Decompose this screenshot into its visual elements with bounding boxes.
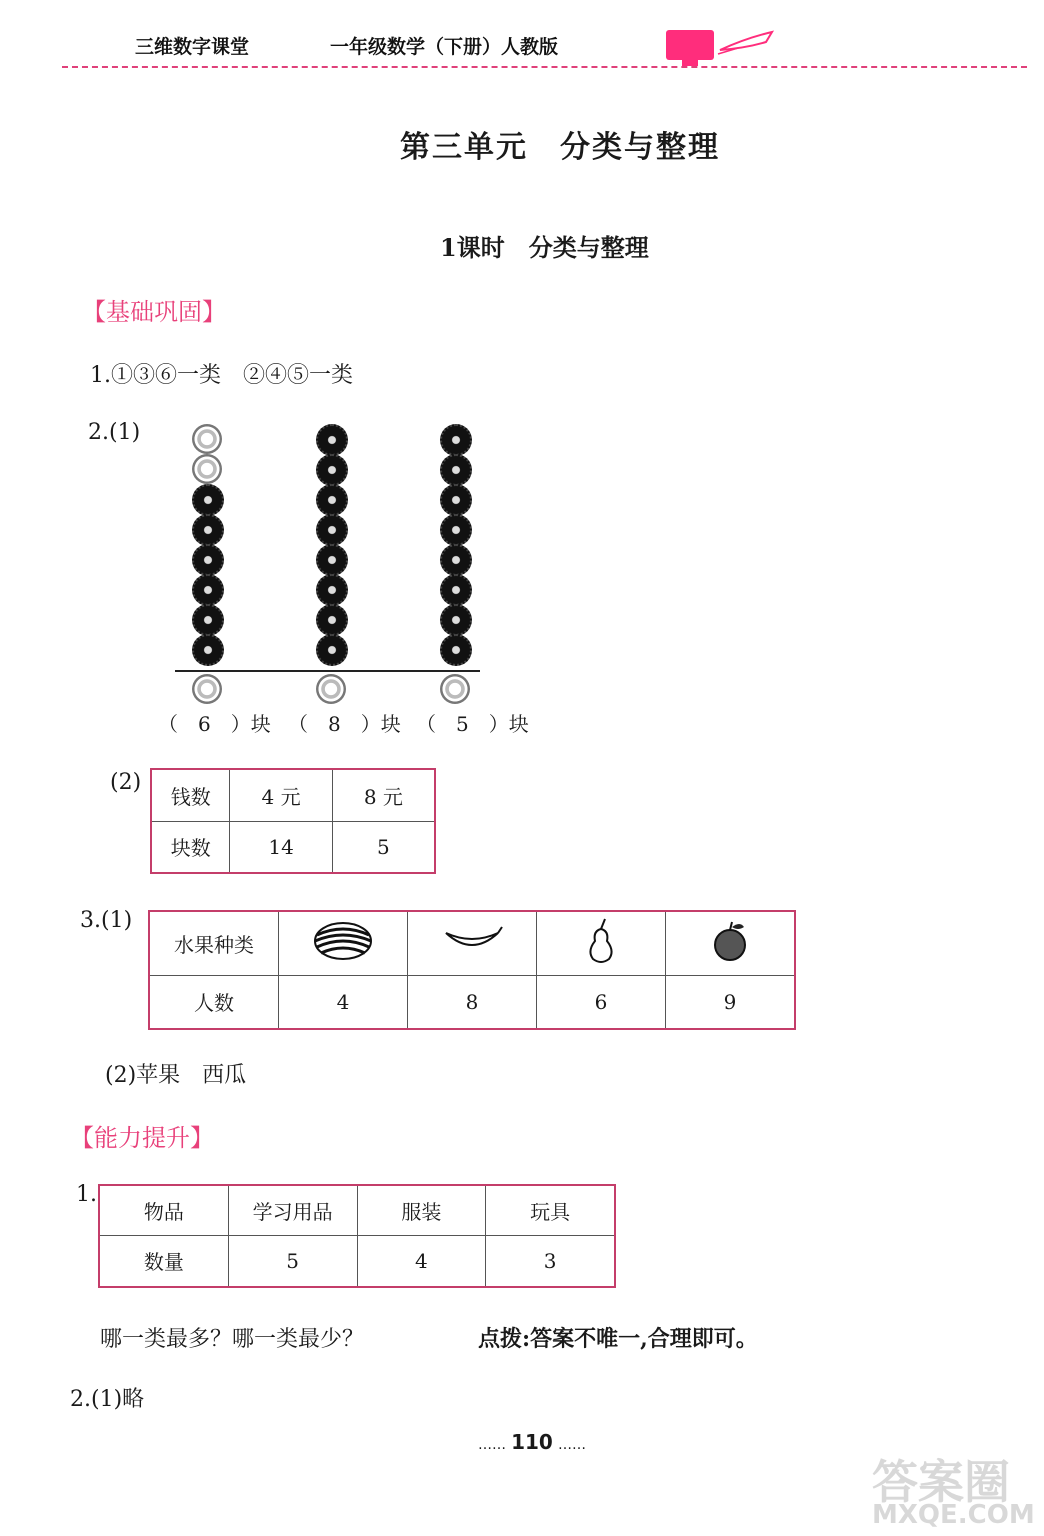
mooncake-icon [440, 514, 472, 546]
table-row [149, 911, 795, 975]
table-cell: 水果种类 [149, 911, 279, 975]
mooncake-icon [192, 514, 224, 546]
pictograph-baseline [175, 670, 480, 672]
q1-answer: 1.①③⑥一类 ②④⑤一类 [90, 363, 353, 388]
mooncake-icon [440, 544, 472, 576]
mooncake-icon [316, 454, 348, 486]
page-number-block [478, 1430, 586, 1454]
table-row [151, 769, 435, 821]
table-cell: 8 [408, 975, 537, 1029]
mooncake-pictograph [0, 0, 1044, 760]
mooncake-icon [440, 604, 472, 636]
table-row [151, 821, 435, 873]
table-cell: 服装 [357, 1185, 486, 1235]
table-cell: 玩具 [486, 1185, 615, 1235]
watermelon-icon [279, 911, 408, 975]
mooncake-icon [192, 634, 224, 666]
mooncake-icon [192, 424, 222, 454]
banana-icon [408, 911, 537, 975]
pear-icon [537, 911, 666, 975]
mooncake-icon [440, 484, 472, 516]
adv-q1-label: 1. [76, 1182, 97, 1207]
adv-hint [478, 1322, 758, 1353]
mooncake-icon [440, 454, 472, 486]
mooncake-icon [316, 634, 348, 666]
mooncake-icon [192, 574, 224, 606]
table-cell: 数量 [99, 1235, 228, 1287]
table-cell: 14 [230, 821, 332, 873]
table-row [99, 1235, 615, 1287]
table-cell: 5 [228, 1235, 357, 1287]
mooncake-icon [316, 604, 348, 636]
q2-1-label: 2.(1) [88, 420, 141, 445]
unit-title: 第三单元 分类与整理 [400, 130, 720, 165]
mooncake-icon [192, 484, 224, 516]
header-book-title: 一年级数学（下册）人教版 [330, 36, 559, 58]
watermark-logo: 答案圈 [872, 1455, 1010, 1509]
table-row [149, 975, 795, 1029]
lesson-title: 1课时 分类与整理 [440, 233, 649, 262]
mooncake-type-icon [316, 674, 346, 704]
q3-1-label: 3.(1) [80, 908, 133, 933]
table-cell: 4 元 [230, 769, 332, 821]
count-column-1: （ 6 ）块 [158, 712, 271, 736]
hint-text: 点拨:答案不唯一,合理即可。 [478, 1326, 758, 1352]
mooncake-icon [440, 424, 472, 456]
mooncake-icon [192, 604, 224, 636]
mooncake-icon [192, 544, 224, 576]
count-column-3: （ 5 ）块 [416, 712, 529, 736]
watermark-url: MXQE.COM [872, 1500, 1035, 1530]
mooncake-type-icon [440, 674, 470, 704]
item-count-table [98, 1184, 616, 1288]
table-cell: 9 [666, 975, 796, 1029]
q3-2-answer: (2)苹果 西瓜 [105, 1063, 247, 1088]
header-brand: 三维数字课堂 [135, 36, 250, 58]
price-count-table [150, 768, 436, 874]
table-cell: 4 [357, 1235, 486, 1287]
mooncake-icon [316, 574, 348, 606]
fruit-survey-table [148, 910, 796, 1030]
apple-icon [666, 911, 796, 975]
mooncake-icon [316, 544, 348, 576]
adv-question: 哪一类最多？哪一类最少？ [100, 1327, 365, 1352]
table-cell: 8 元 [332, 769, 435, 821]
mooncake-type-icon [192, 674, 222, 704]
mooncake-icon [440, 574, 472, 606]
table-cell: 5 [332, 821, 435, 873]
table-cell: 3 [486, 1235, 615, 1287]
table-cell: 物品 [99, 1185, 228, 1235]
page-dots-right: …… [557, 1437, 586, 1453]
page-dots-left: …… [478, 1437, 506, 1453]
page-number: 110 [511, 1430, 553, 1454]
table-cell: 钱数 [151, 769, 230, 821]
section-basic-heading: 【基础巩固】 [82, 298, 226, 326]
table-cell: 4 [279, 975, 408, 1029]
table-cell: 学习用品 [228, 1185, 357, 1235]
adv-q2-answer: 2.(1)略 [70, 1387, 145, 1412]
section-advanced-heading: 【能力提升】 [70, 1124, 214, 1152]
table-cell: 人数 [149, 975, 279, 1029]
mooncake-icon [440, 634, 472, 666]
mooncake-icon [316, 424, 348, 456]
table-row [99, 1185, 615, 1235]
q2-2-label: (2) [110, 770, 142, 795]
mooncake-icon [316, 514, 348, 546]
mooncake-icon [316, 484, 348, 516]
mooncake-icon [192, 454, 222, 484]
table-cell: 6 [537, 975, 666, 1029]
table-cell: 块数 [151, 821, 230, 873]
count-column-2: （ 8 ）块 [288, 712, 401, 736]
